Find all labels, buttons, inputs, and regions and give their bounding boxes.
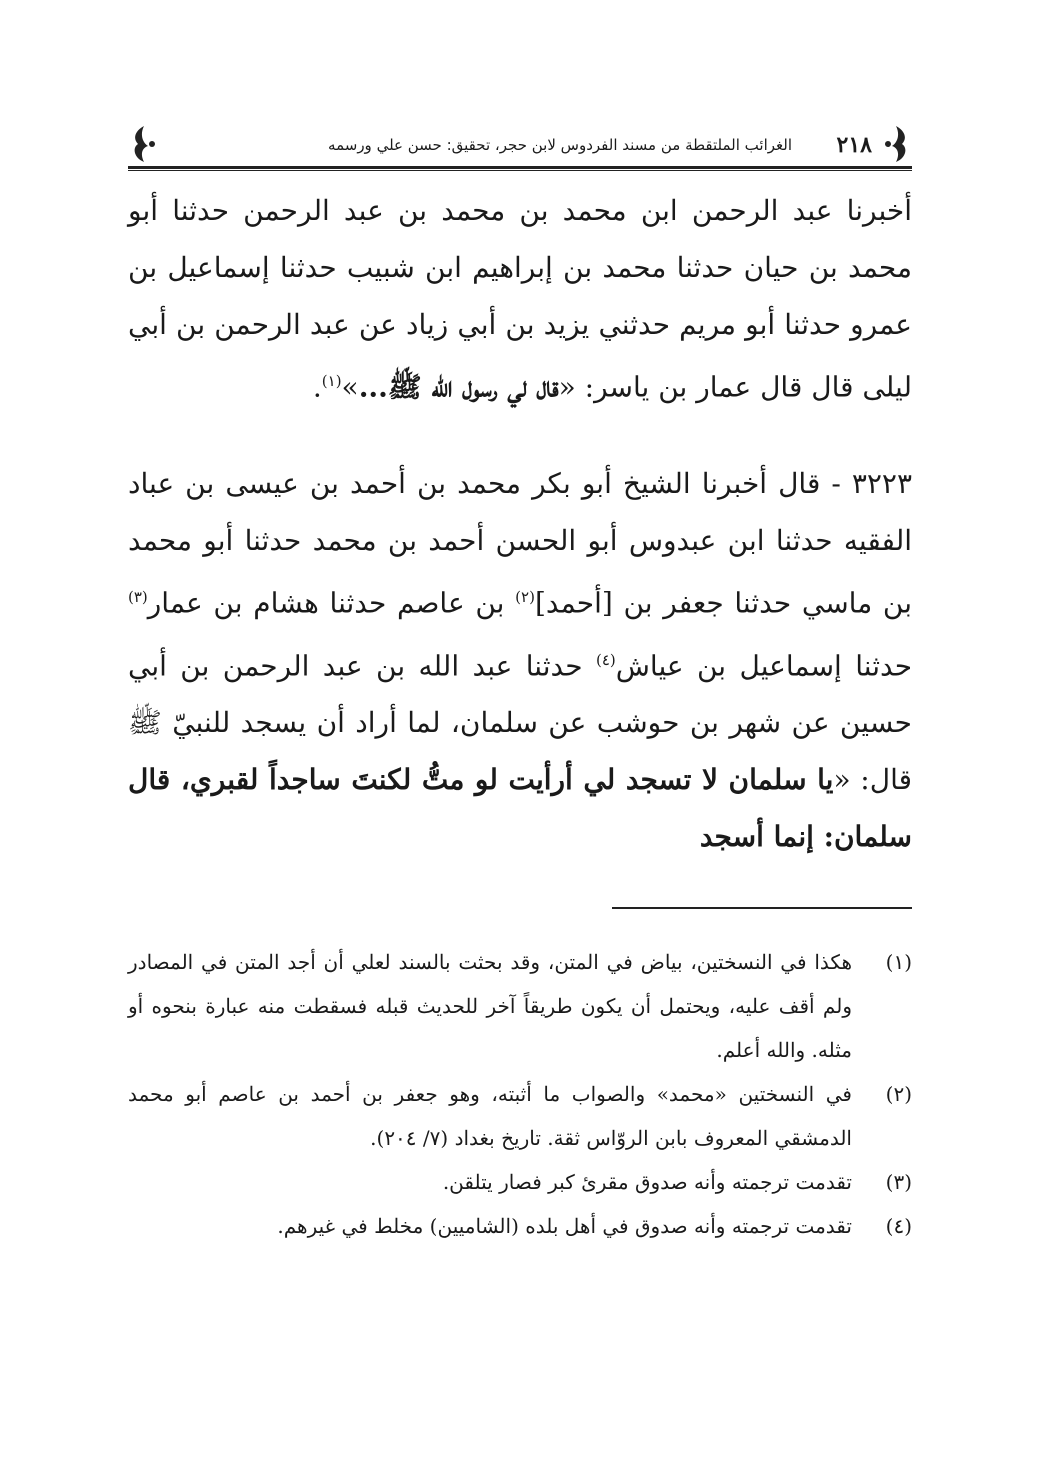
text-segment: » — [341, 370, 359, 404]
footnote — [128, 1160, 912, 1204]
footnote-text: تقدمت ترجمته وأنه صدوق مقرئ كبر فصار يتلقن. — [442, 1170, 852, 1194]
text-segment: . — [312, 370, 322, 404]
text-segment: حدثنا عبد الله بن عبد الرحمن بن أبي حسين عن شهر بن حوشب عن سلمان، لما أراد أن يسجد للنبيّ ﷺ قال: « — [128, 648, 912, 796]
text-segment: أخبرنا عبد الرحمن ابن محمد بن محمد بن عبد الرحمن حدثنا أبو محمد بن حيان حدثنا محمد بن إبراهيم ابن شبيب حدثنا إسماعيل بن عمرو حدثنا أبو مريم حدثني يزيد بن أبي زياد عن عبد الرحمن بن أبي ليلى قال قال عمار بن ياسر: « — [128, 194, 912, 404]
header-rule — [128, 166, 912, 169]
main-text — [128, 182, 912, 865]
footnote-ref: (٤) — [595, 650, 616, 669]
text-segment: حدثنا إسماعيل بن عياش — [615, 648, 912, 682]
footnote-number: (٤) — [885, 1214, 912, 1238]
footnote-ref: (١) — [321, 372, 342, 390]
footnote — [128, 940, 912, 1072]
footnote — [128, 1204, 912, 1248]
footnote-text: هكذا في النسختين، بياض في المتن، وقد بحثت بالسند لعلي أن أجد المتن في المصادر ولم أقف عليه، ويحتمل أن يكون طريقاً آخر للحديث قبله فسقطت منه عبارة بنحوه أو مثله. والله أعلم. — [128, 950, 852, 1062]
page-number: ٢١٨ — [836, 132, 872, 158]
hadith-text: قال لي رسول الله ﷺ... — [358, 370, 559, 404]
page-header — [128, 122, 912, 172]
ornament-left-icon — [128, 122, 160, 166]
paragraph — [128, 455, 912, 865]
running-title: الغرائب الملتقطة من مسند الفردوس لابن حجر، تحقيق: حسن علي ورسمه — [328, 136, 792, 154]
footnote-ref: (٣) — [128, 588, 148, 607]
text-segment: ٣٢٢٣ - قال أخبرنا الشيخ أبو بكر محمد بن أحمد بن عيسى بن عباد الفقيه حدثنا ابن عبدوس أبو الحسن أحمد بن محمد حدثنا أبو محمد بن ماسي حدثنا جعفر بن [أحمد] — [128, 467, 913, 620]
header-rule-thin — [128, 170, 912, 171]
footnote-number: (١) — [885, 950, 912, 974]
footnote-number: (٢) — [885, 1082, 912, 1106]
footnote-separator — [612, 907, 912, 909]
footnote-number: (٣) — [885, 1170, 912, 1194]
text-segment: بن عاصم حدثنا هشام بن عمار — [147, 586, 516, 620]
footnote — [128, 1072, 912, 1160]
hadith-text: يا سلمان لا تسجد لي أرأيت لو متُّ لكنتَ ساجداً لقبري، قال سلمان: إنما أسجد — [128, 762, 912, 853]
footnotes — [128, 940, 912, 1248]
ornament-right-icon — [880, 122, 912, 166]
footnote-text: في النسختين «محمد» والصواب ما أثبته، وهو جعفر بن أحمد بن عاصم أبو محمد الدمشقي المعروف بابن الروّاس ثقة. تاريخ بغداد (٧/ ٢٠٤). — [128, 1082, 852, 1150]
footnote-ref: (٢) — [515, 588, 535, 607]
paragraph — [128, 182, 912, 415]
footnote-text: تقدمت ترجمته وأنه صدوق في أهل بلده (الشاميين) مخلط في غيرهم. — [277, 1214, 852, 1238]
